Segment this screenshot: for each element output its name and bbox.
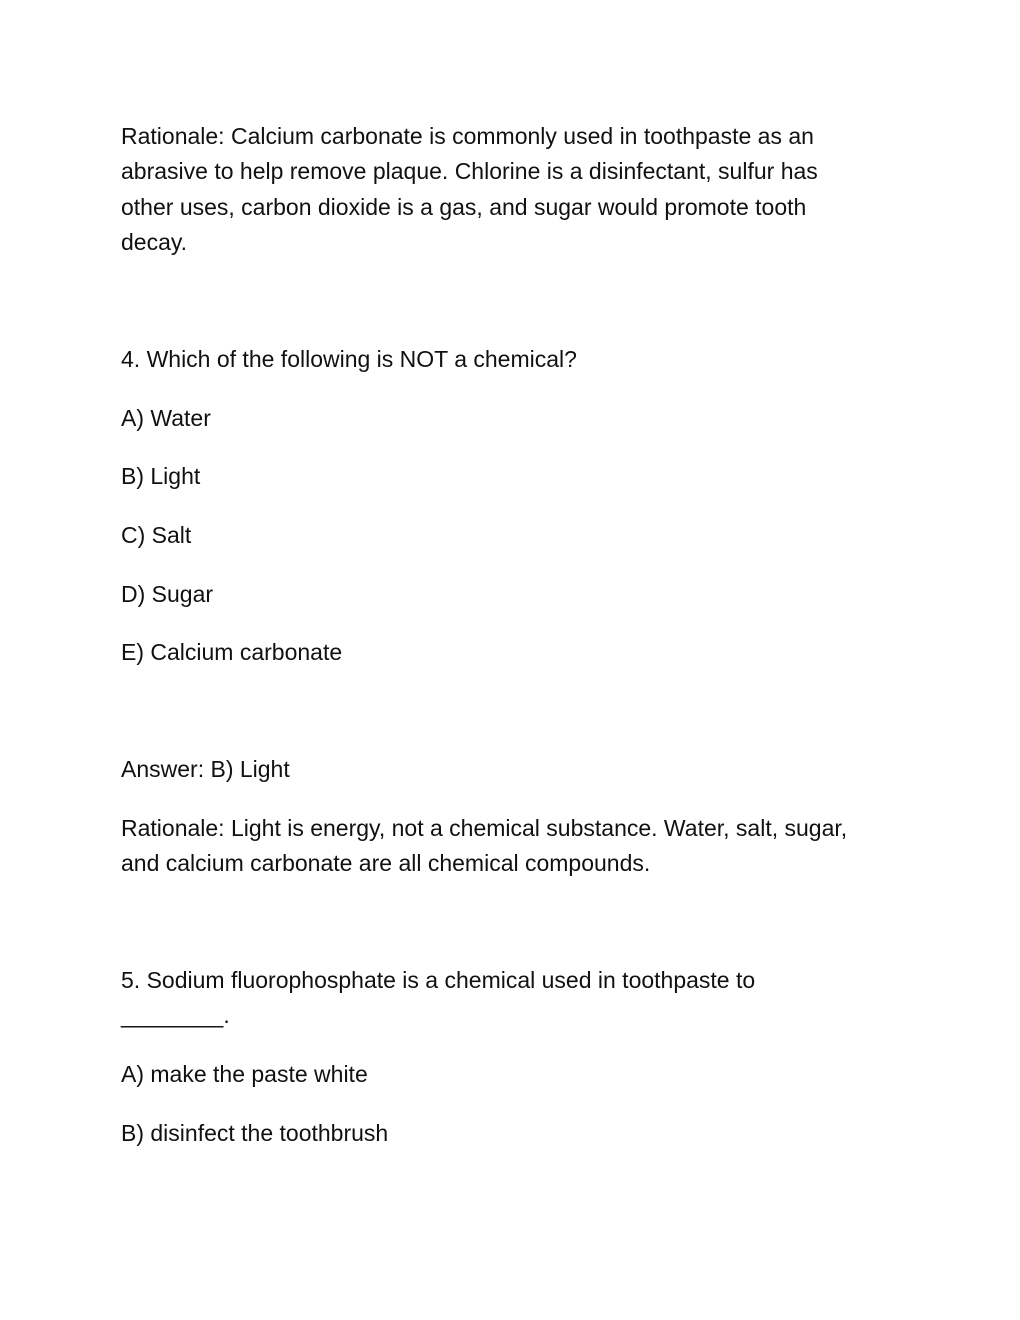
q3-rationale-line-3: other uses, carbon dioxide is a gas, and sugar would promote tooth [121,194,807,220]
q4-option-c: C) Salt [121,522,192,548]
q4-answer: Answer: B) Light [121,756,290,782]
q3-rationale-line-4: decay. [121,229,188,255]
q4-option-d: D) Sugar [121,581,214,607]
q4-option-b: B) Light [121,463,201,489]
q4-question: 4. Which of the following is NOT a chemical? [121,346,577,372]
q3-rationale-line-2: abrasive to help remove plaque. Chlorine is a disinfectant, sulfur has [121,158,818,184]
q5-option-a: A) make the paste white [121,1061,368,1087]
q3-rationale-line-1: Rationale: Calcium carbonate is commonly used in toothpaste as an [121,123,814,149]
q5-question-line-1: 5. Sodium fluorophosphate is a chemical used in toothpaste to [121,967,756,993]
q4-option-e: E) Calcium carbonate [121,639,343,665]
q5-question-line-2: ________. [121,1002,230,1028]
q4-option-a: A) Water [121,405,211,431]
q4-rationale-line-1: Rationale: Light is energy, not a chemical substance. Water, salt, sugar, [121,815,848,841]
q4-rationale-line-2: and calcium carbonate are all chemical compounds. [121,850,651,876]
q5-option-b: B) disinfect the toothbrush [121,1120,389,1146]
